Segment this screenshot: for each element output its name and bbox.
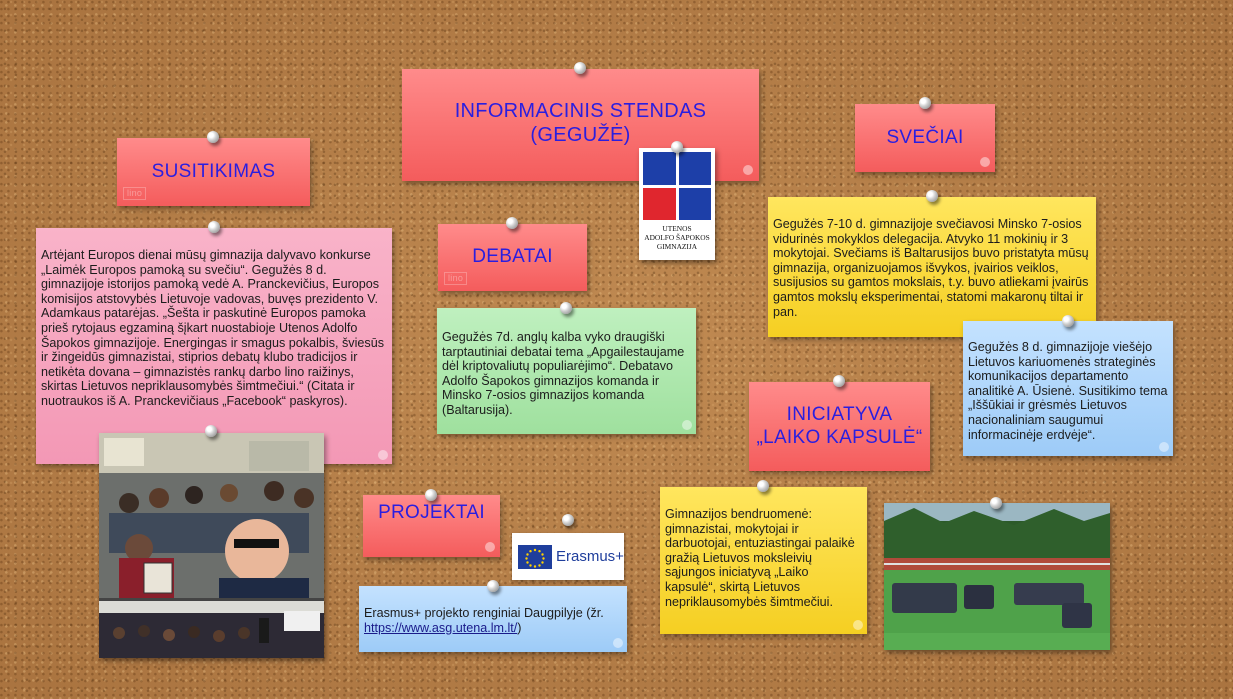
- iniciatyva-title-note[interactable]: [749, 382, 930, 471]
- note-corner-mark-icon: [853, 620, 863, 630]
- note-corner-mark-icon: [1159, 442, 1169, 452]
- push-pin-icon: [562, 514, 574, 526]
- iniciatyva-title-line2: „LAIKO KAPSULĖ“: [756, 426, 923, 448]
- meeting-photo-collage[interactable]: [99, 433, 324, 658]
- meeting-photo-image: [99, 433, 324, 658]
- note-watermark-icon: lino: [123, 187, 146, 200]
- school-logo-icon: [639, 148, 715, 220]
- projektai-text-end: ): [517, 620, 522, 635]
- debatai-title: DEBATAI: [472, 246, 553, 268]
- erasmus-logo: [512, 533, 624, 580]
- push-pin-icon: [560, 302, 572, 314]
- projektai-title: PROJEKTAI: [378, 502, 485, 523]
- push-pin-icon: [990, 497, 1002, 509]
- projektai-link[interactable]: https://www.asg.utena.lm.lt/: [364, 620, 518, 635]
- note-corner-mark-icon: [613, 638, 623, 648]
- note-watermark-icon: lino: [444, 272, 467, 285]
- susitikimas-title-note[interactable]: [117, 138, 310, 206]
- time-capsule-photo[interactable]: [884, 503, 1110, 650]
- sveciai-text-note[interactable]: [768, 197, 1096, 337]
- push-pin-icon: [205, 425, 217, 437]
- debatai-title-note[interactable]: [438, 224, 587, 291]
- push-pin-icon: [926, 190, 938, 202]
- eu-flag-icon: [518, 545, 552, 569]
- push-pin-icon: [1062, 315, 1074, 327]
- iniciatyva-text-note[interactable]: [660, 487, 867, 634]
- note-corner-mark-icon: [682, 420, 692, 430]
- stadium-photo-image: [884, 503, 1110, 650]
- susitikimas-text: Artėjant Europos dienai mūsų gimnazija dalyvavo konkurse „Laimėk Europos pamoką su svečiu“. Gegužės 8 d. gimnazijoje istorijos pamoką vedė A. Pranckevičius, Europos komisijos atstovybės Lietuvoje vadovas, buvęs prezidento V. Adamkaus patarėjas. „Šešta ir paskutinė Europos pamoka prieš rytojaus egzaminą šįkart nuostabioje Utenos Adolfo Šapokos gimnazijoje. Energingas ir smagus pokalbis, šviesūs ir žingeidūs gimnazistai, stiprios debatų klubo tradicijos ir netikėta dovana – gimnazistės rankų darbo lino raižinys, skirtas Lietuvos nepriklausomybės šimtmečiui.“ (Citata ir nuotraukos iš A. Pranckevičiaus „Facebook“ paskyros).: [41, 248, 385, 408]
- note-corner-mark-icon: [743, 165, 753, 175]
- push-pin-icon: [425, 489, 437, 501]
- projektai-title-note[interactable]: [363, 495, 500, 557]
- susitikimas-title: SUSITIKIMAS: [151, 160, 276, 182]
- main-title: INFORMACINIS STENDAS (GEGUŽĖ): [454, 100, 707, 146]
- note-corner-mark-icon: [485, 542, 495, 552]
- push-pin-icon: [487, 580, 499, 592]
- projektai-text: Erasmus+ projekto renginiai Daugpilyje (žr.: [364, 606, 604, 620]
- debatai-text-note[interactable]: [437, 308, 696, 434]
- push-pin-icon: [757, 480, 769, 492]
- iniciatyva-title-line1: INICIATYVA: [786, 403, 893, 425]
- push-pin-icon: [919, 97, 931, 109]
- kariuomene-text-note[interactable]: [963, 321, 1173, 456]
- erasmus-logo-text: Erasmus+: [556, 548, 624, 565]
- sveciai-title-note[interactable]: [855, 104, 995, 172]
- push-pin-icon: [574, 62, 586, 74]
- note-corner-mark-icon: [378, 450, 388, 460]
- logo-line3: GIMNAZIJA: [656, 242, 698, 251]
- push-pin-icon: [208, 221, 220, 233]
- projektai-text-note[interactable]: [359, 586, 627, 652]
- iniciatyva-text: Gimnazijos bendruomenė: gimnazistai, mokytojai ir darbuotojai, entuziastingai palaikė gražią Lietuvos moksleivių sąjungos iniciatyvą „Laiko kapsulė“, skirtą Lietuvos nepriklausomybės šimtmečiui.: [665, 507, 855, 609]
- push-pin-icon: [671, 141, 683, 153]
- logo-line1: UTENOS: [662, 224, 692, 233]
- note-corner-mark-icon: [980, 157, 990, 167]
- push-pin-icon: [506, 217, 518, 229]
- push-pin-icon: [833, 375, 845, 387]
- sveciai-text: Gegužės 7-10 d. gimnazijoje svečiavosi Minsko 7-osios vidurinės mokyklos delegacija. Atvyko 11 mokinių ir 3 mokytojai. Svečiams iš Baltarusijos buvo pristatyta mūsų gimnazija, organizuojamos išvykos, įvairios veiklos, susijusios su gamtos mokslais, t.y. buvo atliekami įvairūs gamtos mokslų eksperimentai, statomi makaronų tiltai ir pan.: [773, 217, 1089, 319]
- push-pin-icon: [207, 131, 219, 143]
- sveciai-title: SVEČIAI: [886, 126, 964, 148]
- logo-line2: ADOLFO ŠAPOKOS: [644, 233, 710, 242]
- kariuomene-text: Gegužės 8 d. gimnazijoje viešėjo Lietuvos kariuomenės strateginės komunikacijos departamento analitikė A. Ūsienė. Susitikimo tema „Iššūkiai ir grėsmės Lietuvos nacionaliniam saugumui informacinėje erdvėje“.: [968, 340, 1168, 442]
- debatai-text: Gegužės 7d. anglų kalba vyko draugiški tarptautiniai debatai tema „Apgailestaujame dėl kriptovaliutų populiarėjimo“. Debatavo Adolfo Šapokos gimnazijos komanda ir Minsko 7-osios gimnazijos komanda (Baltarusija).: [442, 330, 685, 417]
- school-logo: [639, 148, 715, 260]
